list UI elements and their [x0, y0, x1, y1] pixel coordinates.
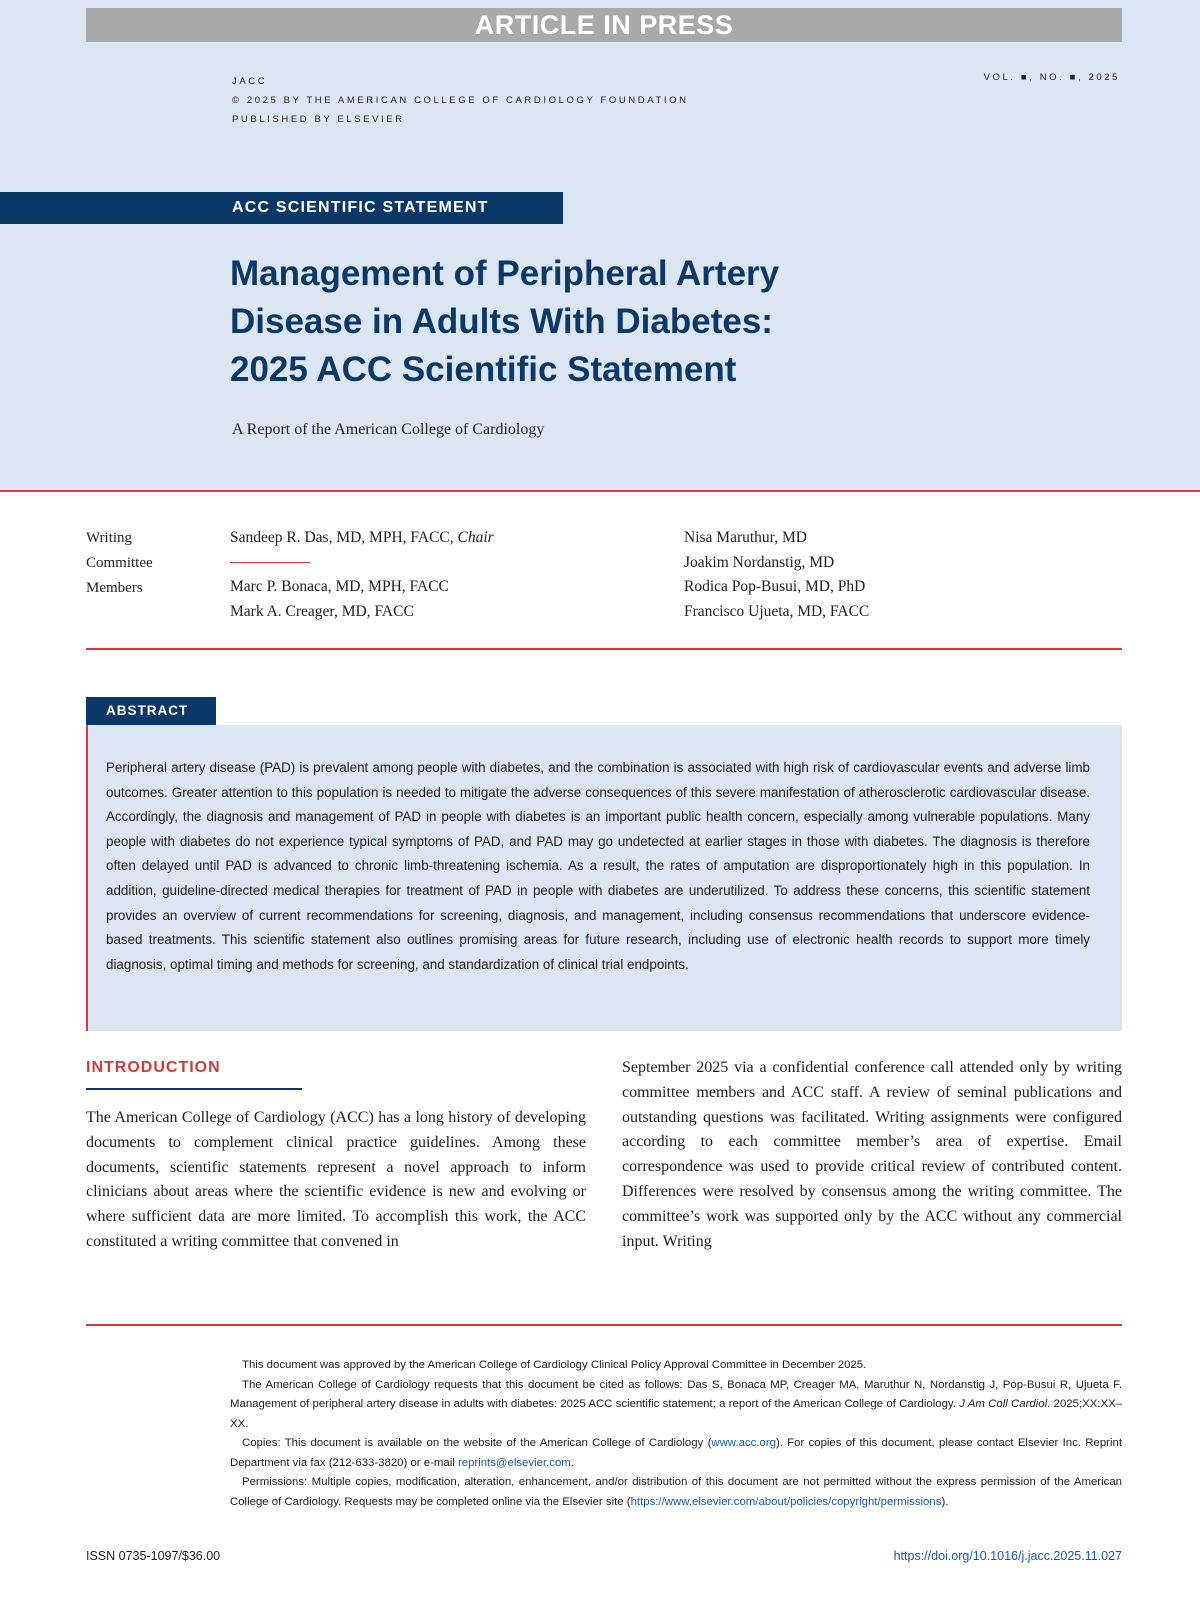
article-in-press-banner: ARTICLE IN PRESS: [86, 8, 1122, 42]
doi: [894, 1549, 1122, 1563]
copies-note: [230, 1434, 1122, 1473]
abstract-label: ABSTRACT: [86, 697, 216, 725]
introduction-column-2: September 2025 via a confidential conference call attended only by writing committee members and ACC staff. A review of seminal publications and outstanding questions was facilitated. Writing assignments were configured according to each committee member’s area of expertise. Email correspondence was used to provide critical review of contributed content. Differences were resolved by consensus among the writing committee. The committee’s work was supported only by the ACC without any commercial input. Writing: [622, 1059, 1122, 1250]
article-subtitle: A Report of the American College of Cardiology: [232, 421, 545, 438]
committee-chair: [230, 526, 494, 551]
committee-member: Marc P. Bonaca, MD, MPH, FACC: [230, 578, 449, 595]
committee-column-1: [230, 526, 494, 624]
acc-website-link[interactable]: www.acc.org: [711, 1437, 776, 1449]
committee-member: Rodica Pop-Busui, MD, PhD: [684, 578, 866, 595]
copies-text: Copies: This document is available on the website of the American College of Cardiology (: [242, 1437, 712, 1449]
title-line: Disease in Adults With Diabetes:: [230, 302, 773, 341]
label-line: Writing: [86, 530, 133, 546]
citation-volume: . 2025;XX:XX–XX.: [230, 1398, 1123, 1430]
introduction-column-1: The American College of Cardiology (ACC) has a long history of developing documents to complement clinical practice guidelines. Among these documents, scientific statements represent a novel approach to inform clinicians about areas where the scientific evidence is new and evolving or where sufficient data are more limited. To accomplish this work, the ACC constituted a writing committee that convened in: [86, 1109, 586, 1250]
abstract-text: Peripheral artery disease (PAD) is prevalent among people with diabetes, and the combination is associated with high risk of cardiovascular events and adverse limb outcomes. Greater attention to this population is needed to mitigate the adverse consequences of this severe manifestation of atherosclerotic cardiovascular disease. Accordingly, the diagnosis and management of PAD in people with diabetes is an important public health concern, especially among vulnerable populations. Many people with diabetes do not experience typical symptoms of PAD, and PAD may go undetected at earlier stages in those with diabetes. The diagnosis is therefore often delayed until PAD is advanced to chronic limb-threatening ischemia. As a result, the rates of amputation are disproportionately high in this population. In addition, guideline-directed medical therapies for treatment of PAD in people with diabetes are underutilized. To address these concerns, this scientific statement provides an overview of current recommendations for screening, diagnosis, and management, including consensus recommendations that underscore evidence-based treatments. This scientific statement also outlines promising areas for future research, including use of electronic health records to support more timely diagnosis, optimal timing and methods for screening, and standardization of clinical trial endpoints.: [106, 760, 1090, 972]
permissions-text: Permissions: Multiple copies, modification, alteration, enhancement, and/or distribution of this document are not permitted without the express permission of the American College of Cardiology. Requests may be completed online via the Elsevier site (: [230, 1476, 1122, 1508]
committee-member: Mark A. Creager, MD, FACC: [230, 602, 414, 620]
committee-divider: [86, 648, 1122, 650]
chair-divider: [230, 562, 310, 564]
copyright-line: © 2025 BY THE AMERICAN COLLEGE OF CARDIOLOGY FOUNDATION: [232, 95, 689, 106]
title-line: Management of Peripheral Artery: [230, 254, 780, 293]
copies-end: .: [570, 1456, 574, 1469]
introduction-rule: [86, 1088, 302, 1090]
writing-committee-label: [86, 526, 153, 601]
chair-name: Sandeep R. Das, MD, MPH, FACC,: [230, 529, 454, 546]
approval-note: This document was approved by the American College of Cardiology Clinical Policy Approval Committee in December 2025.: [242, 1359, 867, 1371]
copies-contact-text: ). For copies of this document, please contact Elsevier Inc. Reprint Department via fax (212-633-3820) or e-mail: [230, 1437, 1122, 1469]
introduction-heading: INTRODUCTION: [86, 1059, 221, 1076]
committee-member: Francisco Ujueta, MD, FACC: [684, 602, 870, 620]
footnotes: [230, 1356, 1122, 1512]
label-line: Members: [86, 580, 143, 596]
doi-link[interactable]: https://doi.org/10.1016/j.jacc.2025.11.027: [893, 1549, 1122, 1563]
label-line: Committee: [86, 555, 153, 571]
footnote-divider: [86, 1324, 1122, 1326]
committee-member: Nisa Maruthur, MD: [684, 529, 807, 546]
permissions-note: [230, 1473, 1122, 1512]
volume-info: VOL. ■, NO. ■, 2025: [983, 72, 1120, 83]
journal-name: JACC: [232, 76, 268, 87]
permissions-end: ).: [941, 1495, 949, 1508]
article-title: [230, 250, 1030, 394]
permissions-link[interactable]: https://www.elsevier.com/about/policies/copyright/permissions: [630, 1495, 942, 1508]
committee-column-2: [684, 526, 869, 624]
title-line: 2025 ACC Scientific Statement: [230, 350, 737, 389]
article-type: ACC SCIENTIFIC STATEMENT: [232, 199, 489, 216]
citation-note: [230, 1376, 1122, 1435]
committee-member: Joakim Nordanstig, MD: [684, 553, 835, 571]
article-type-ribbon: [0, 192, 563, 224]
chair-role: Chair: [457, 529, 494, 546]
journal-meta: [232, 72, 689, 129]
issn: ISSN 0735-1097/$36.00: [86, 1549, 221, 1563]
reprints-email-link[interactable]: reprints@elsevier.com: [457, 1456, 571, 1469]
citation-journal: J Am Coll Cardiol: [959, 1398, 1048, 1410]
citation-text: The American College of Cardiology requests that this document be cited as follows: Das S, Bonaca MP, Creager MA, Maruthur N, Nordanstig J, Pop-Busui R, Ujueta F. Management of peripheral artery disease in adults with diabetes: 2025 ACC scientific statement; a report of the American College of Cardiology.: [230, 1378, 1122, 1410]
header-divider: [0, 490, 1200, 492]
publisher-line: PUBLISHED BY ELSEVIER: [232, 114, 405, 125]
